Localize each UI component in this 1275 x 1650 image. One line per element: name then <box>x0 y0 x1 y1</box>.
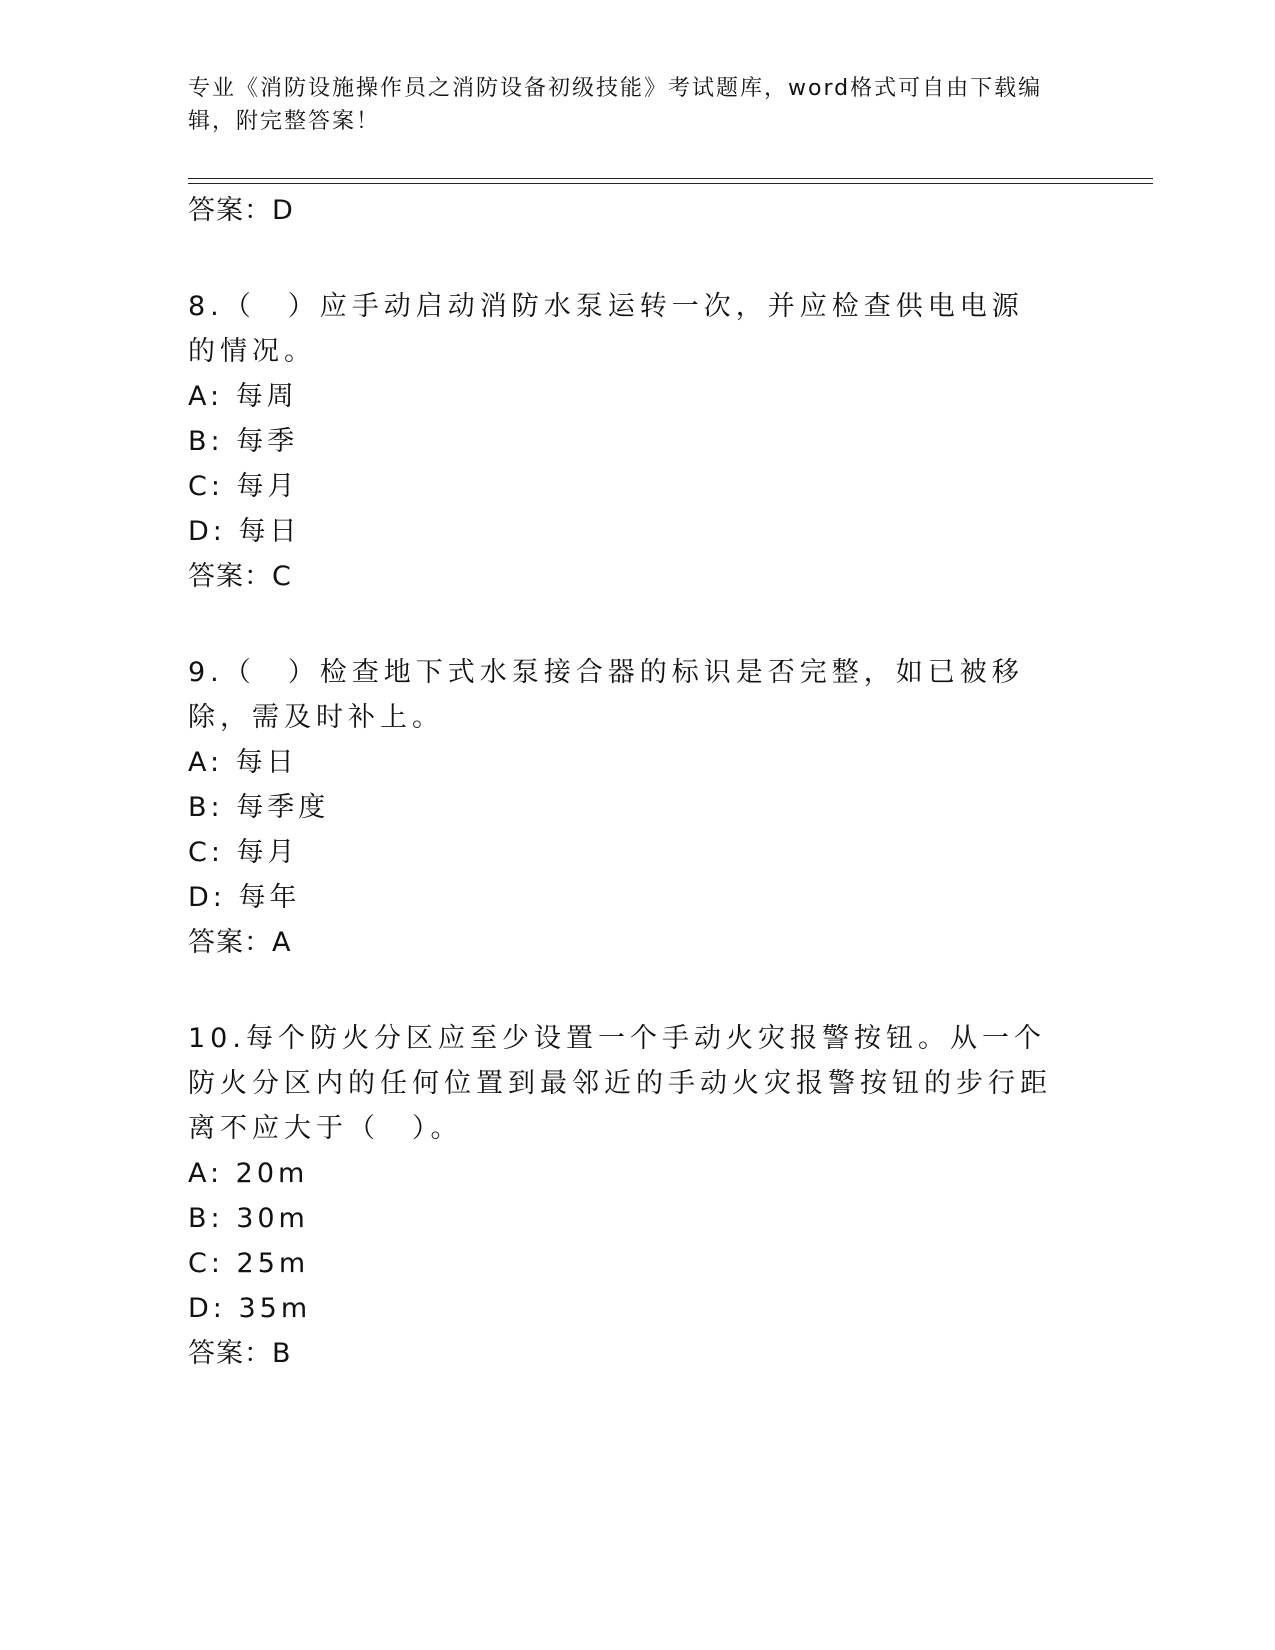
question-text: 8.（ ）应手动启动消防水泵运转一次，并应检查供电电源的情况。 <box>188 291 1024 367</box>
answer-line: 答案：C <box>188 561 292 592</box>
question-list <box>188 188 1088 1377</box>
question-block <box>188 650 1088 966</box>
option-d: D: 每日 <box>188 516 301 547</box>
option-c: C: 每月 <box>188 471 299 502</box>
option-b: B: 每季 <box>188 426 299 457</box>
option-d: D: 35m <box>188 1293 312 1324</box>
question-block <box>188 284 1088 600</box>
question-text: 10.每个防火分区应至少设置一个手动火灾报警按钮。从一个防火分区内的任何位置到最邻近的手动火灾报警按钮的步行距离不应大于（ ）。 <box>188 1023 1052 1144</box>
question-block <box>188 1016 1088 1377</box>
question-text: 9.（ ）检查地下式水泵接合器的标识是否完整，如已被移除，需及时补上。 <box>188 657 1024 733</box>
option-d: D: 每年 <box>188 882 301 913</box>
answer-line: 答案：A <box>188 927 292 958</box>
header-rule-bottom <box>188 183 1153 184</box>
option-b: B: 30m <box>188 1203 309 1234</box>
document-header: 专业《消防设施操作员之消防设备初级技能》考试题库，word格式可自由下载编辑，附完整答案！ <box>188 76 1043 134</box>
header-rule-top <box>188 178 1153 179</box>
option-c: C: 每月 <box>188 837 299 868</box>
option-a: A: 每日 <box>188 747 298 778</box>
option-a: A: 20m <box>188 1158 309 1189</box>
answer-line: 答案：B <box>188 1338 292 1369</box>
option-b: B: 每季度 <box>188 792 330 823</box>
option-c: C: 25m <box>188 1248 310 1279</box>
answer-line: 答案：D <box>188 195 294 226</box>
option-a: A: 每周 <box>188 381 298 412</box>
